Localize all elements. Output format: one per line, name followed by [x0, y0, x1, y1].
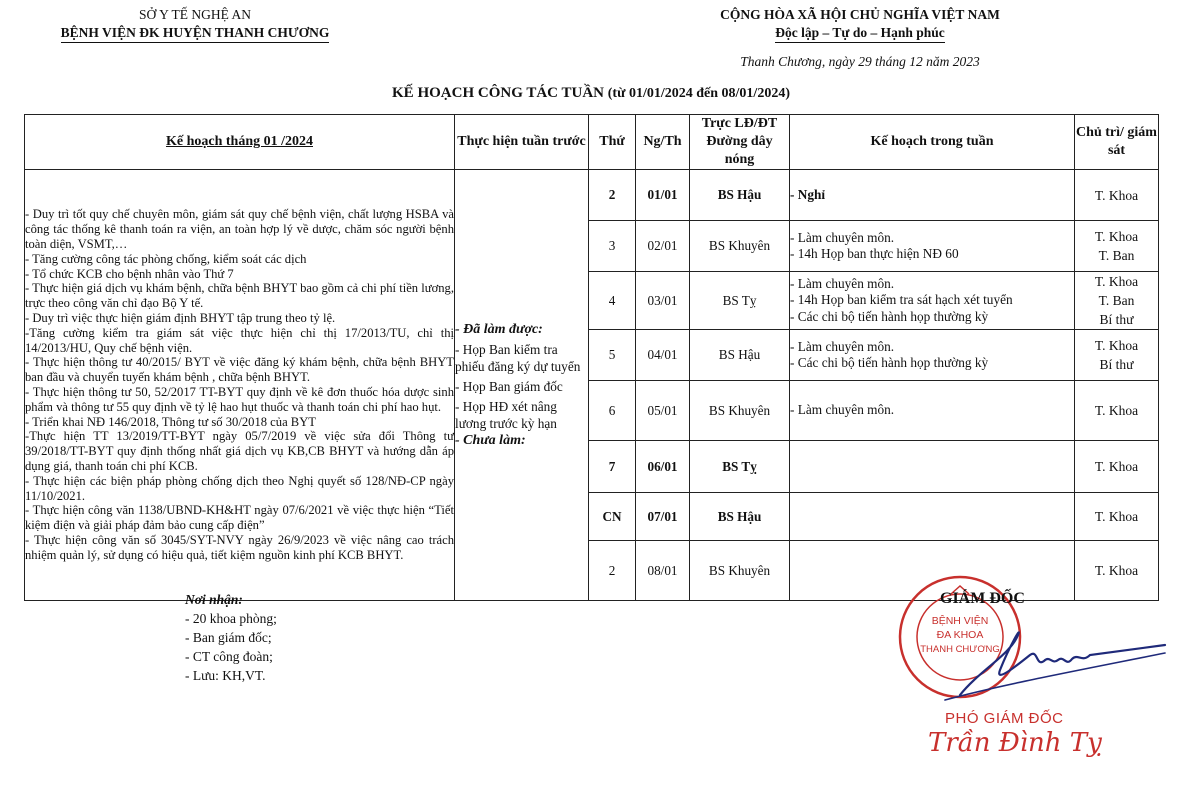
header-supervisor: Chủ trì/ giám sát: [1075, 115, 1159, 170]
plan-cell: [790, 272, 1075, 330]
motto: Độc lập – Tự do – Hạnh phúc: [775, 24, 945, 43]
supervisor-cell: [1075, 272, 1159, 330]
done-item: - Họp Ban kiểm tra phiếu đăng ký dự tuyển: [455, 342, 581, 374]
department-name: SỞ Y TẾ NGHỆ AN: [138, 7, 251, 22]
plan-item: - Làm chuyên môn.: [790, 229, 895, 245]
header-prev-week: Thực hiện tuần trước: [455, 115, 589, 170]
plan-cell: [790, 170, 1075, 221]
header-duty: [690, 115, 790, 170]
month-plan-item: - Tổ chức KCB cho bệnh nhân vào Thứ 7: [25, 266, 234, 281]
supervisor-item: T. Khoa: [1094, 403, 1139, 418]
month-plan-item: - Thực hiện các biện pháp phòng chống dịch theo Nghị quyết số 128/NĐ-CP ngày 11/10/2021.: [25, 473, 454, 503]
month-plan-item: - Duy trì việc thực hiện giám định BHYT tập trung theo tỷ lệ.: [25, 311, 336, 326]
supervisor-cell: [1075, 381, 1159, 441]
document-date: Thanh Chương, ngày 29 tháng 12 năm 2023: [740, 54, 980, 69]
duty-cell: BS Khuyên: [690, 381, 790, 441]
month-plan-item: - Thực hiện công văn 1138/UBND-KH&HT ngày 07/6/2021 về việc thực hiện “Tiết kiệm điện và giải pháp đảm bảo cung cấp điện”: [25, 503, 454, 533]
handwritten-signature: [940, 615, 1170, 705]
date-cell: 01/01: [636, 170, 690, 221]
month-plan-item: -Thực hiện TT 13/2019/TT-BYT ngày 05/7/2019 về việc sửa đổi Thông tư 39/2018/TT-BYT quy định thống nhất giá dịch vụ KB,CB BHYT và hướng dẫn áp dụng giá, thanh toán chi phí KCB.: [25, 429, 454, 473]
duty-cell: BS Khuyên: [690, 541, 790, 601]
weekly-plan-table: [24, 114, 1159, 601]
todo-heading: - Chưa làm:: [455, 433, 526, 448]
month-plan-item: - Thực hiện thông tư 50, 52/2017 TT-BYT quy định về kê đơn thuốc hóa dược sinh phẩm và thông tư 55 quy định về tỷ lệ hao hụt thuốc và thanh toán chi phí hao hụt.: [25, 385, 454, 414]
month-plan-item: - Duy trì tốt quy chế chuyên môn, giám sát quy chế bệnh viện, chất lượng HSBA và công tác thống kê thanh toán ra viện, an toàn hợp lý về dược, chăm sóc người bệnh toàn diện, VSMT,…: [25, 207, 454, 252]
plan-item: - 14h Họp ban thực hiện NĐ 60: [790, 246, 959, 261]
supervisor-item: T. Ban: [1098, 248, 1135, 263]
month-plan-item: - Thực hiện thông tư 40/2015/ BYT về việc đăng ký khám bệnh, chữa bệnh BHYT ban đầu và chuyển tuyến khám bệnh , chữa bệnh BHYT.: [25, 355, 454, 385]
done-item: - Họp Ban giám đốc: [455, 379, 563, 394]
day-cell: 4: [589, 272, 636, 330]
plan-cell: [790, 441, 1075, 493]
title-main: KẾ HOẠCH CÔNG TÁC TUẦN: [392, 85, 604, 101]
recipients-block: [185, 590, 277, 685]
plan-item: - Các chi bộ tiến hành họp thường kỳ: [790, 308, 989, 324]
supervisor-item: T. Ban: [1098, 293, 1135, 308]
supervisor-cell: [1075, 541, 1159, 601]
month-plan-item: - Triển khai NĐ 146/2018, Thông tư số 30/2018 của BYT: [25, 414, 316, 429]
recipients-list: [185, 609, 277, 685]
plan-cell: [790, 381, 1075, 441]
month-plan-list: [25, 207, 454, 562]
plan-cell: [790, 493, 1075, 541]
duty-cell: BS Hậu: [690, 493, 790, 541]
date-cell: 08/01: [636, 541, 690, 601]
stamp-line-2: ĐA KHOA: [936, 629, 984, 641]
date-cell: 07/01: [636, 493, 690, 541]
day-cell: 2: [589, 541, 636, 601]
recipients-heading: Nơi nhận:: [185, 592, 243, 607]
header-month-plan: Kế hoạch tháng 01 /2024: [25, 115, 455, 170]
day-cell: 7: [589, 441, 636, 493]
table-row: [25, 170, 1159, 221]
day-cell: 2: [589, 170, 636, 221]
supervisor-cell: [1075, 441, 1159, 493]
month-plan-item: - Tăng cường công tác phòng chống, kiểm soát các dịch: [25, 251, 307, 266]
supervisor-cell: [1075, 330, 1159, 381]
hospital-name: BỆNH VIỆN ĐK HUYỆN THANH CHƯƠNG: [61, 24, 330, 43]
plan-item: - 14h Họp ban kiểm tra sát hạch xét tuyển: [790, 292, 1013, 308]
day-cell: 3: [589, 221, 636, 272]
date-cell: 02/01: [636, 221, 690, 272]
signer-role: PHÓ GIÁM ĐỐC: [945, 710, 1064, 727]
document-title: [0, 85, 1182, 102]
date-cell: 04/01: [636, 330, 690, 381]
stamp-line-1: BỆNH VIỆN: [931, 615, 989, 627]
plan-item: - Làm chuyên môn.: [790, 338, 895, 354]
duty-cell: BS Tỵ: [690, 272, 790, 330]
plan-cell: [790, 221, 1075, 272]
supervisor-cell: [1075, 493, 1159, 541]
supervisor-item: T. Khoa: [1094, 563, 1139, 578]
date-cell: 05/01: [636, 381, 690, 441]
prev-week-cell: [455, 170, 589, 601]
day-cell: 5: [589, 330, 636, 381]
supervisor-item: Bí thư: [1099, 357, 1134, 372]
header-duty-line2: Đường dây nóng: [706, 134, 773, 167]
national-header: [650, 6, 1070, 71]
date-cell: 06/01: [636, 441, 690, 493]
supervisor-item: T. Khoa: [1094, 338, 1139, 353]
duty-cell: BS Hậu: [690, 170, 790, 221]
recipient-item: - CT công đoàn;: [185, 649, 273, 664]
day-cell: CN: [589, 493, 636, 541]
done-heading: - Đã làm được:: [455, 322, 543, 337]
plan-item: - Làm chuyên môn.: [790, 402, 895, 418]
duty-cell: BS Khuyên: [690, 221, 790, 272]
agency-header: [30, 6, 360, 43]
month-plan-cell: [25, 170, 455, 601]
country-name: CỘNG HÒA XÃ HỘI CHỦ NGHĨA VIỆT NAM: [720, 7, 1000, 22]
plan-cell: [790, 330, 1075, 381]
recipient-item: - 20 khoa phòng;: [185, 611, 277, 626]
day-cell: 6: [589, 381, 636, 441]
recipient-item: - Lưu: KH,VT.: [185, 668, 266, 683]
plan-item: - Các chi bộ tiến hành họp thường kỳ: [790, 355, 989, 370]
header-weekly-plan: Kế hoạch trong tuần: [790, 115, 1075, 170]
supervisor-cell: [1075, 221, 1159, 272]
supervisor-cell: [1075, 170, 1159, 221]
done-item: - Họp HĐ xét nâng lương trước kỳ hạn: [455, 399, 557, 431]
supervisor-item: T. Khoa: [1094, 509, 1139, 524]
duty-cell: BS Tỵ: [690, 441, 790, 493]
title-range: (từ 01/01/2024 đến 08/01/2024): [607, 86, 790, 101]
done-list: [455, 341, 588, 432]
plan-item: - Nghỉ: [790, 186, 826, 202]
supervisor-item: T. Khoa: [1094, 459, 1139, 474]
month-plan-item: -Tăng cường kiểm tra giám sát việc thực hiện chỉ thị 17/2013/TU, chỉ thị 14/2013/HU, Quy chế bệnh viện.: [25, 325, 454, 355]
stamp-line-3: THANH CHƯƠNG: [920, 644, 1000, 655]
supervisor-item: T. Khoa: [1094, 274, 1139, 289]
supervisor-item: T. Khoa: [1094, 229, 1139, 244]
supervisor-item: T. Khoa: [1094, 187, 1139, 203]
signature-title: GIÁM ĐỐC: [940, 590, 1025, 607]
supervisor-item: Bí thư: [1099, 312, 1134, 327]
plan-item: - Làm chuyên môn.: [790, 275, 895, 291]
month-plan-item: - Thực hiện giá dịch vụ khám bệnh, chữa bệnh BHYT bao gồm cả chi phí tiền lương, trực theo công văn chỉ đạo Bộ Y tế.: [25, 281, 454, 311]
table-body: [25, 170, 1159, 601]
header-day: Thứ: [589, 115, 636, 170]
header-duty-line1: Trực LĐ/ĐT: [701, 116, 778, 131]
recipient-item: - Ban giám đốc;: [185, 630, 272, 645]
signer-name: Trần Đình Tỵ: [928, 728, 1102, 758]
month-plan-item: - Thực hiện công văn số 3045/SYT-NVY ngày 26/9/2023 về việc nâng cao trách nhiệm quản lý, sử dụng có hiệu quả, tiết kiệm nguồn kinh phí KCB BHYT.: [25, 532, 454, 562]
date-cell: 03/01: [636, 272, 690, 330]
duty-cell: BS Hậu: [690, 330, 790, 381]
header-date: Ng/Th: [636, 115, 690, 170]
